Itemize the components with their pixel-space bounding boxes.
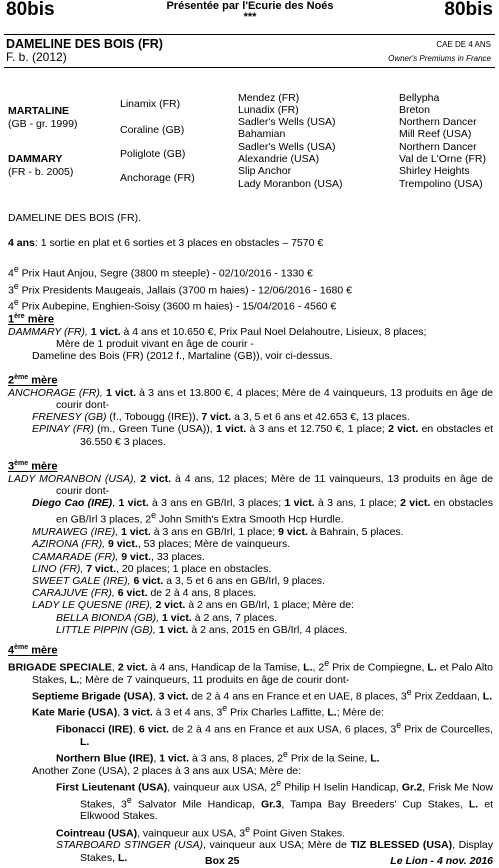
stars: *** [243, 11, 257, 23]
dam-name: DAMMARY [8, 153, 63, 165]
presented-by: Présentée par l'Ecurie des Noés [166, 0, 334, 12]
first-dam-section: 1ère mère DAMMARY (FR), 1 vict. à 4 ans et 10.650 €, Prix Paul Noel Delahoutre, Lisieux, 8 places; Mère de 1 produit vivant en âge de courir - Dameline des Bois (FR) (2012 f., Martaline (GB)), voir ci-dessus. [8, 311, 493, 362]
owners-premiums: Owner's Premiums in France [388, 54, 491, 63]
third-dam-section: 3ème mère LADY MORANBON (USA), 2 vict. à 4 ans, 12 places; Mère de 11 vainqueurs, 13 produits en âge de courir dont- Diego Cao (IRE), 1 vict. à 3 ans en GB/Irl, 3 places; 1 vict. à 3 ans, 1 place; 2 vict. en obstacles en GB/Irl 3 places, 2e John Smith's Extra Smooth Hcp Hurdle. MURAWEG (IRE), 1 vict. à 3 ans en GB/Irl, 1 place; 9 vict. à Bahrain, 5 places. AZIRONA (FR), 9 vict., 53 places; Mère de vainqueurs. CAMARADE (FR), 9 vict., 33 places. LINO (FR), 7 vict., 20 places; 1 place en obstacles. SWEET GALE (IRE), 6 vict. a 3, 5 et 6 ans en GB/Irl, 9 places. CARAJUVE (FR), 6 vict. de 2 à 4 ans, 8 places. LADY LE QUESNE (IRE), 2 vict. à 2 ans en GB/Irl, 1 place; Mère de: BELLA BIONDA (GB), 1 vict. à 2 ans, 7 places. LITTLE PIPPIN (GB), 1 vict. à 2 ans, 2015 en GB/Irl, 4 places. [8, 460, 493, 636]
horse-name: DAMELINE DES BOIS (FR) [6, 37, 163, 51]
pedigree-gen4: Breton [399, 104, 430, 116]
pedigree-gen4: Northern Dancer [399, 116, 477, 128]
horse-description: F. b. (2012) [6, 50, 67, 64]
places-list [8, 263, 493, 313]
header-rule-bottom [4, 67, 495, 68]
sire-name: MARTALINE [8, 105, 70, 117]
header-rule-top [4, 34, 495, 35]
place-line: 4e Prix Aubepine, Enghien-Soisy (3600 m haies) - 15/04/2016 - 4560 € [8, 297, 337, 313]
pedigree-gen3: Lady Moranbon (USA) [238, 178, 343, 190]
pedigree-gen4: Northern Dancer [399, 141, 477, 153]
pedigree-gen3: Slip Anchor [238, 165, 292, 177]
pedigree-gen4: Val de L'Orne (FR) [399, 153, 487, 165]
pedigree-gen2: Coraline (GB) [120, 124, 185, 136]
pedigree-gen2: Anchorage (FR) [120, 172, 195, 184]
pedigree-gen4: Mill Reef (USA) [399, 128, 472, 140]
pedigree-gen3: Lunadix (FR) [238, 104, 299, 116]
pedigree-gen3: Alexandrie (USA) [238, 153, 320, 165]
pedigree-gen4: Shirley Heights [399, 165, 470, 177]
place-line: 3e Prix Presidents Maugeais, Jallais (3700 m haies) - 12/06/2016 - 1680 € [8, 280, 352, 297]
footer-box: Box 25 [205, 855, 240, 867]
fourth-dam-section: 4ème mère BRIGADE SPECIALE, 2 vict. à 4 ans, Handicap de la Tamise, L., 2e Prix de Compiegne, L. et Palo Alto Stakes, L.; Mère de 7 vainqueurs, 11 produits en âge de courir dont- Septieme Brigade (USA), 3 vict. de 2 à 4 ans en France et en UAE, 8 places, 3e Prix Zeddaan, L. Kate Marie (USA), 3 vict. à 3 et 4 ans, 3e Prix Charles Laffitte, L.; Mère de: Fibonacci (IRE), 6 vict. de 2 à 4 ans en France et aux USA, 6 places, 3e Prix de Courcelles, L. Northern Blue (IRE), 1 vict. à 3 ans, 8 places, 2e Prix de la Seine, L. Another Zone (USA), 2 places à 3 ans aux USA; Mère de: First Lieutenant (USA), vainqueur aux USA, 2e Philip H Iselin Handicap, Gr.2, Frisk Me Now Stakes, 3e Salvator Mile Handicap, Gr.3, Tampa Bay Breeders' Cup Stakes, L. et Elkwood Stakes. Cointreau (USA), vainqueur aux USA, 3e Point Given Stakes. STARBOARD STINGER (USA), vainqueur aux USA; Mère de TIZ BLESSED (USA), Display Stakes, L. [8, 644, 493, 864]
pedigree-gen3: Sadler's Wells (USA) [238, 141, 336, 153]
pedigree-gen2: Poliglote (GB) [120, 148, 186, 160]
section-heading: 1ère mère [8, 313, 54, 326]
section-heading: 3ème mère [8, 460, 58, 473]
section-heading: 2ème mère [8, 374, 58, 387]
pedigree-gen3: Mendez (FR) [238, 92, 300, 104]
pedigree-gen4: Trempolino (USA) [399, 178, 483, 190]
place-line: 4e Prix Haut Anjou, Segre (3800 m steeple) - 02/10/2016 - 1330 € [8, 264, 313, 280]
footer-sale-info: Le Lion - 4 nov. 2016 [390, 855, 493, 867]
section-heading: 4ème mère [8, 644, 58, 657]
race-record: 4 ans: 1 sortie en plat et 6 sorties et 3 places en obstacles – 7570 € [8, 237, 324, 249]
pedigree-gen3: Sadler's Wells (USA) [238, 116, 336, 128]
cae-label: CAE DE 4 ANS [436, 40, 491, 49]
second-dam-section: 2ème mère ANCHORAGE (FR), 1 vict. à 3 ans et 13.800 €, 4 places; Mère de 4 vainqueurs, 13 produits en âge de courir dont- FRENESY (GB) (f., Tobougg (IRE)), 7 vict. a 3, 5 et 6 ans et 42.653 €, 13 places. EPINAY (FR) (m., Green Tune (USA)), 1 vict. à 3 ans et 12.750 €, 1 place; 2 vict. en obstacles et 36.550 € 3 places. [8, 374, 494, 448]
pedigree-gen4: Bellypha [399, 92, 440, 104]
intro-line: DAMELINE DES BOIS (FR). [8, 212, 142, 224]
lot-number-right: 80bis [444, 0, 493, 20]
pedigree-gen3: Bahamian [238, 128, 286, 140]
dam-info: (FR - b. 2005) [8, 166, 74, 178]
pedigree-gen2: Linamix (FR) [120, 98, 181, 110]
lot-number-left: 80bis [6, 0, 55, 20]
sire-info: (GB - gr. 1999) [8, 118, 78, 130]
